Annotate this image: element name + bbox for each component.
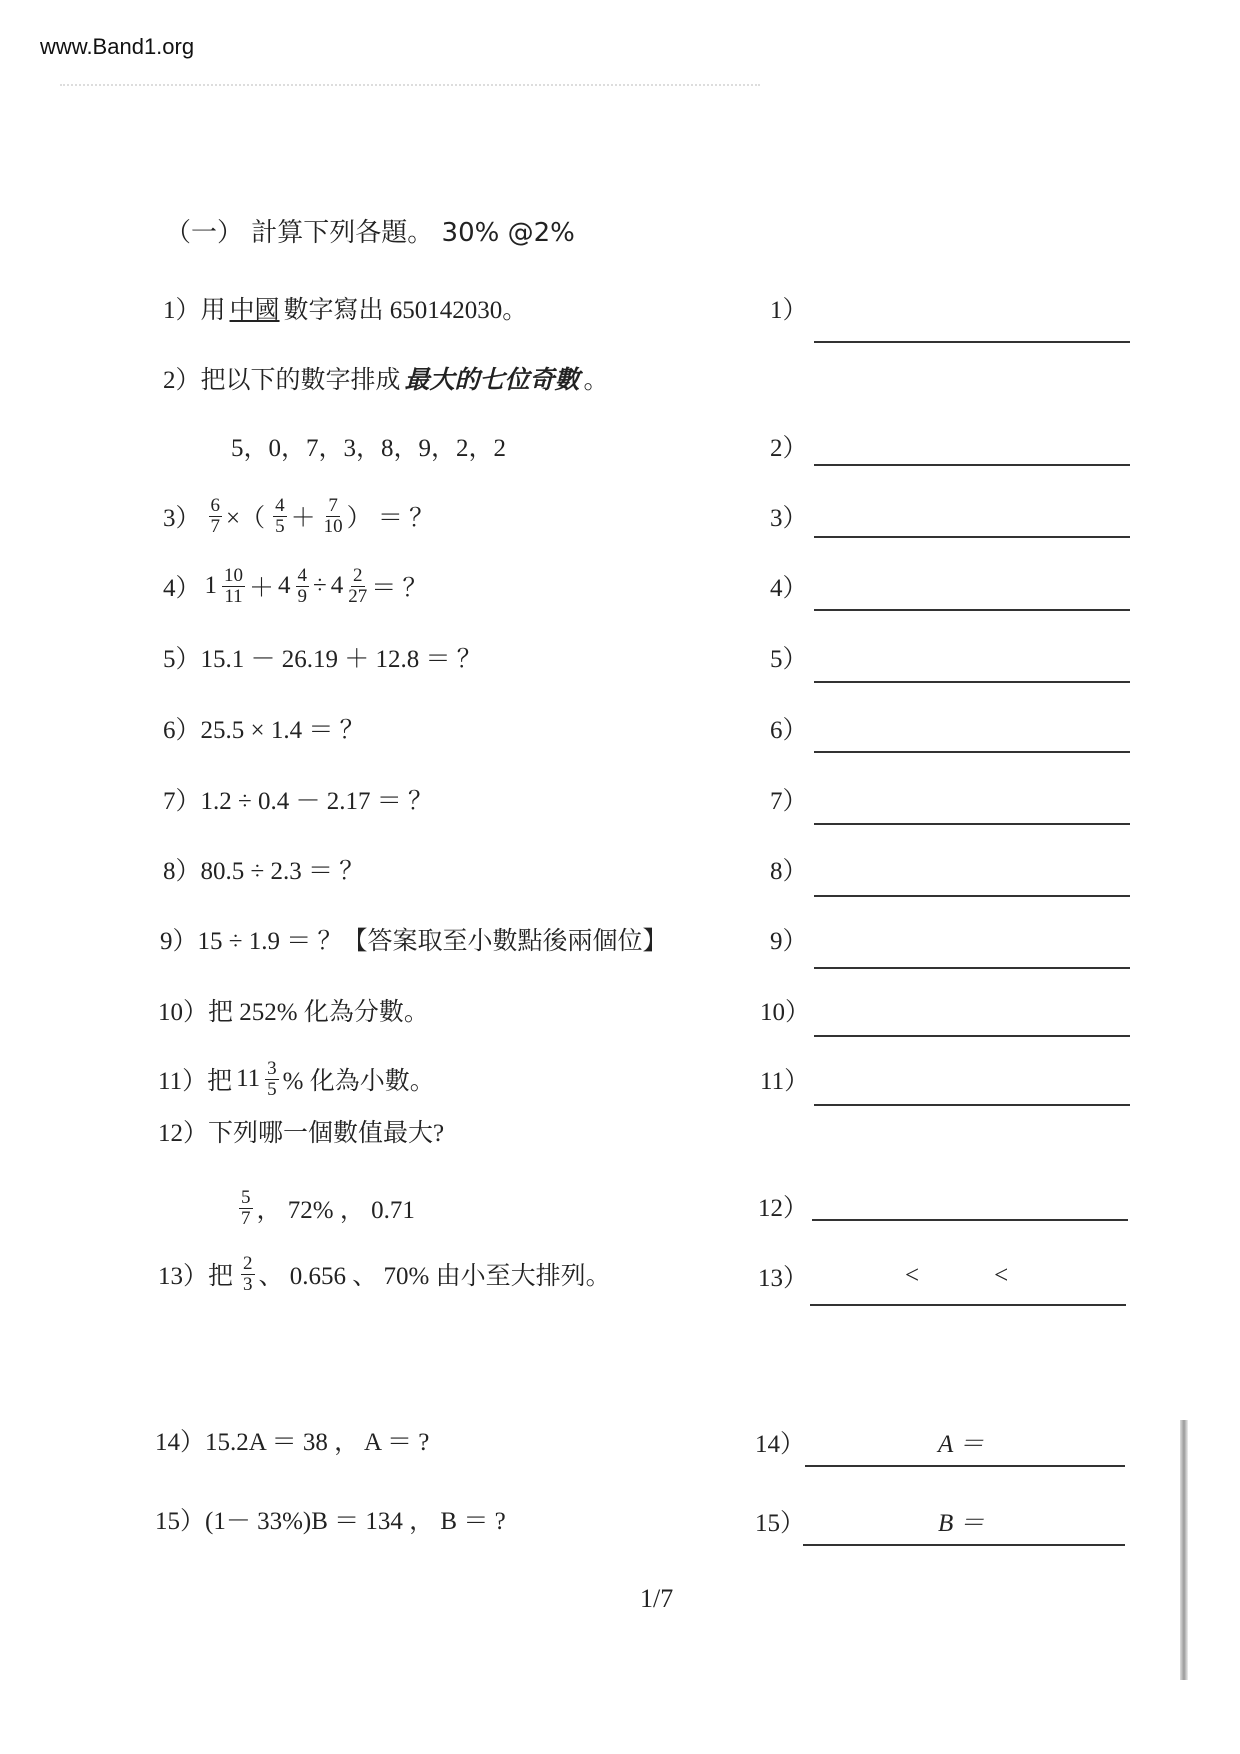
question-text: 8）80.5 ÷ 2.3 ＝ ？ xyxy=(163,858,365,885)
question-text: 。 xyxy=(583,367,609,394)
answer-label-10: 10） xyxy=(760,999,811,1026)
answer-label-2: 2） xyxy=(770,435,808,462)
fraction xyxy=(241,1254,255,1295)
question-text: 2）把以下的數字排成 xyxy=(163,367,401,394)
fraction xyxy=(222,566,245,607)
question-text: 14）15.2A ＝ 38 ， A ＝ ? xyxy=(155,1429,430,1456)
question-14 xyxy=(155,1410,433,1470)
fraction-denominator: 27 xyxy=(348,585,368,607)
fraction-numerator: 4 xyxy=(275,494,285,516)
answer-line-6[interactable] xyxy=(814,751,1130,753)
fraction-numerator: 7 xyxy=(328,494,338,516)
fraction-numerator: 10 xyxy=(224,564,244,586)
answer-line-2[interactable] xyxy=(814,464,1130,466)
underlined-text: 中國 xyxy=(229,297,280,324)
answer-13-order-template: < < xyxy=(905,1262,1009,1289)
question-text: 5）15.1 － 26.19 ＋ 12.8 ＝ ？ xyxy=(163,646,482,673)
question-2 xyxy=(163,348,613,408)
question-text: ＋ xyxy=(290,505,316,532)
question-text: 3） xyxy=(163,505,201,532)
question-text: 1）用 xyxy=(163,297,226,324)
question-text: 11）把 xyxy=(158,1068,233,1095)
question-1 xyxy=(163,278,531,338)
question-text: 、 0.656 、 70% 由小至大排列。 xyxy=(258,1263,611,1290)
mixed-number-whole: 11 xyxy=(236,1065,261,1092)
mixed-number-whole: 1 xyxy=(204,572,218,599)
answer-15-prefix: B ＝ xyxy=(938,1510,985,1537)
answer-label-3: 3） xyxy=(770,505,808,532)
answer-label-4: 4） xyxy=(770,575,808,602)
answer-line-13[interactable] xyxy=(810,1304,1126,1306)
fraction-denominator: 11 xyxy=(224,585,243,607)
answer-label-11: 11） xyxy=(760,1068,810,1095)
question-text: ） ＝ ？ xyxy=(346,505,435,532)
question-text: ÷ xyxy=(313,572,327,599)
fraction-denominator: 7 xyxy=(241,1207,251,1229)
question-9 xyxy=(160,909,671,969)
answer-label-1: 1） xyxy=(770,297,808,324)
mixed-number-whole: 4 xyxy=(330,572,344,599)
question-text: 9）15 ÷ 1.9 ＝ ？【答案取至小數點後兩個位】 xyxy=(160,928,668,955)
fraction-denominator: 5 xyxy=(267,1078,277,1100)
question-6 xyxy=(163,698,369,758)
question-12 xyxy=(158,1101,448,1161)
answer-line-1[interactable] xyxy=(814,341,1130,343)
question-10 xyxy=(158,980,433,1040)
fraction xyxy=(296,566,310,607)
answer-14-prefix: A ＝ xyxy=(938,1431,985,1458)
question-text: 15）(1－ 33%)B ＝ 134 ， B ＝ ? xyxy=(155,1508,506,1535)
fraction xyxy=(348,566,367,607)
fraction xyxy=(209,496,223,537)
question-3 xyxy=(163,486,438,546)
scan-edge-shadow xyxy=(1180,1420,1188,1680)
fraction-numerator: 2 xyxy=(353,564,363,586)
answer-line-4[interactable] xyxy=(814,609,1130,611)
answer-line-8[interactable] xyxy=(814,895,1130,897)
question-text: 7）1.2 ÷ 0.4 － 2.17 ＝ ？ xyxy=(163,788,433,815)
question-text: 4） xyxy=(163,575,201,602)
answer-label-8: 8） xyxy=(770,858,808,885)
fraction-denominator: 10 xyxy=(323,515,343,537)
question-text: ×（ xyxy=(226,505,266,532)
answer-label-7: 7） xyxy=(770,788,808,815)
fraction-numerator: 6 xyxy=(210,494,221,516)
answer-label-15: 15） xyxy=(755,1510,806,1537)
question-text: 12）下列哪一個數值最大? xyxy=(158,1120,445,1147)
fraction-numerator: 4 xyxy=(297,564,308,586)
fraction xyxy=(265,1059,279,1100)
fraction-numerator: 3 xyxy=(267,1057,277,1079)
question-text: 數字寫出 650142030。 xyxy=(283,297,528,324)
question-2-digits xyxy=(231,416,510,476)
answer-line-9[interactable] xyxy=(814,967,1130,969)
question-7 xyxy=(163,769,437,829)
answer-label-6: 6） xyxy=(770,717,808,744)
answer-line-14[interactable] xyxy=(805,1465,1125,1467)
answer-label-12: 12） xyxy=(758,1195,809,1222)
mixed-number-whole: 4 xyxy=(278,572,291,599)
fraction-denominator: 9 xyxy=(297,585,308,607)
answer-line-11[interactable] xyxy=(814,1104,1130,1106)
question-5 xyxy=(163,627,486,687)
question-text: 5，0，7，3，8，9，2，2 xyxy=(231,435,507,462)
answer-line-15[interactable] xyxy=(803,1544,1125,1546)
fraction xyxy=(324,496,343,537)
question-12-options xyxy=(235,1178,419,1238)
question-text: % 化為小數。 xyxy=(282,1068,435,1095)
answer-line-3[interactable] xyxy=(814,536,1130,538)
fraction-denominator: 5 xyxy=(275,515,285,537)
question-text: ＝ ？ xyxy=(371,575,428,602)
emphasis-text: 最大的七位奇數 xyxy=(404,367,580,394)
question-text: 6）25.5 × 1.4 ＝ ？ xyxy=(163,717,365,744)
answer-label-13: 13） xyxy=(758,1265,809,1292)
answer-label-9: 9） xyxy=(770,928,808,955)
fraction-numerator: 5 xyxy=(241,1186,251,1208)
scan-noise xyxy=(60,84,760,88)
answer-label-5: 5） xyxy=(770,646,808,673)
question-text: 10）把 252% 化為分數。 xyxy=(158,999,429,1026)
question-8 xyxy=(163,839,368,899)
fraction-numerator: 2 xyxy=(243,1252,253,1274)
answer-line-10[interactable] xyxy=(814,1035,1130,1037)
fraction-denominator: 7 xyxy=(210,515,221,537)
fraction xyxy=(273,496,287,537)
question-15 xyxy=(155,1489,510,1549)
answer-line-7[interactable] xyxy=(814,823,1130,825)
answer-line-12[interactable] xyxy=(812,1219,1128,1221)
answer-line-5[interactable] xyxy=(814,681,1130,683)
fraction-denominator: 3 xyxy=(243,1273,253,1295)
question-4 xyxy=(163,556,432,616)
page-number: 1/7 xyxy=(640,1584,674,1613)
question-13 xyxy=(158,1244,615,1304)
question-text: ， 72% ， 0.71 xyxy=(256,1197,415,1224)
question-11 xyxy=(158,1049,439,1109)
fraction xyxy=(239,1188,253,1229)
question-text: ＋ xyxy=(249,575,275,602)
question-text: 13）把 xyxy=(158,1263,234,1290)
site-watermark[interactable]: www.Band1.org xyxy=(40,34,195,59)
section-title: （一） 計算下列各題。 30% @2% xyxy=(165,217,575,248)
answer-label-14: 14） xyxy=(755,1431,806,1458)
